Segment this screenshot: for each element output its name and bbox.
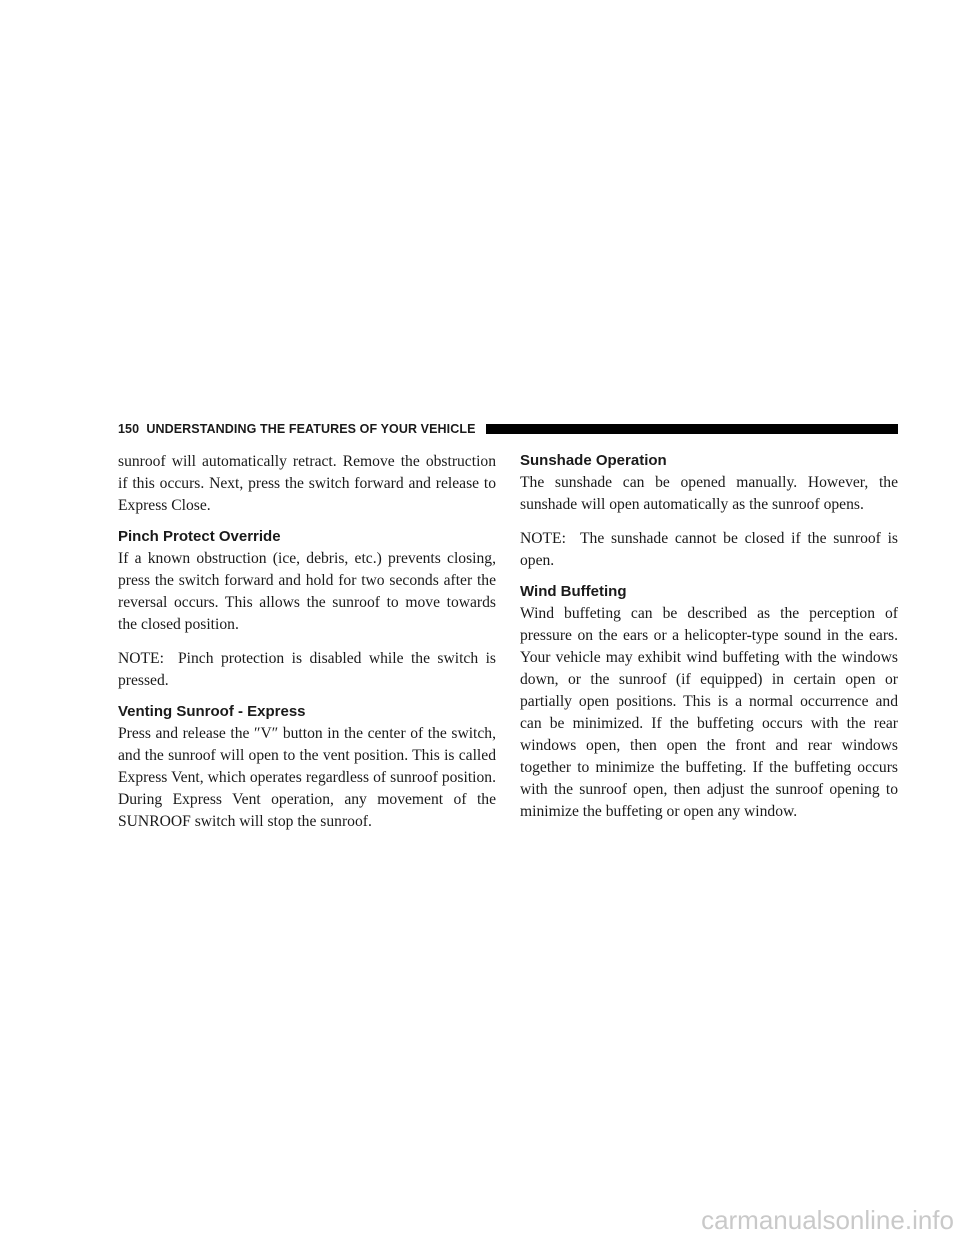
note-text: Pinch protection is disabled while the switch is pressed. [118,650,496,689]
note-label: NOTE: [118,650,164,667]
sunshade-note [520,528,898,572]
sunshade-paragraph: The sunshade can be opened manually. However, the sunshade will open automatically as the sunroof opens. [520,474,898,513]
page-header-text [118,419,476,439]
intro-paragraph: sunroof will automatically retract. Remove the obstruction if this occurs. Next, press the switch forward and release to Express Close. [118,453,496,514]
section-title: UNDERSTANDING THE FEATURES OF YOUR VEHICLE [146,422,476,436]
left-column [118,451,496,833]
right-column [520,451,898,823]
wind-buffeting-heading: Wind Buffeting [520,583,627,600]
note-text: The sunshade cannot be closed if the sunroof is open. [520,530,898,569]
pinch-protect-paragraph: If a known obstruction (ice, debris, etc.) prevents closing, press the switch forward and hold for two seconds after the reversal occurs. This allows the sunroof to move towards the closed position. [118,550,496,633]
sunshade-heading: Sunshade Operation [520,452,667,469]
venting-paragraph: Press and release the ″V″ button in the center of the switch, and the sunroof will open to the vent position. This is called Express Vent, which operates regardless of sunroof position. During Express Vent operation, any movement of the SUNROOF switch will stop the sunroof. [118,725,496,830]
venting-heading: Venting Sunroof - Express [118,703,306,720]
wind-buffeting-paragraph: Wind buffeting can be described as the perception of pressure on the ears or a helicopter-type sound in the ears. Your vehicle may exhibit wind buffeting with the windows down, or the sunroof (if equipped) in certain open or partially open positions. This is a normal occurrence and can be minimized. If the buffeting occurs with the rear windows open, then open the front and rear windows together to minimize the buffeting. If the buffeting occurs with the sunroof open, then adjust the sunroof opening to minimize the buffeting or open any window. [520,605,898,820]
note-label: NOTE: [520,530,566,547]
page-number: 150 [118,422,140,436]
watermark: carmanualsonline.info [701,1205,954,1235]
pinch-protect-note [118,648,496,692]
header-rule [486,424,898,434]
page-header [118,419,898,439]
pinch-protect-heading: Pinch Protect Override [118,528,281,545]
